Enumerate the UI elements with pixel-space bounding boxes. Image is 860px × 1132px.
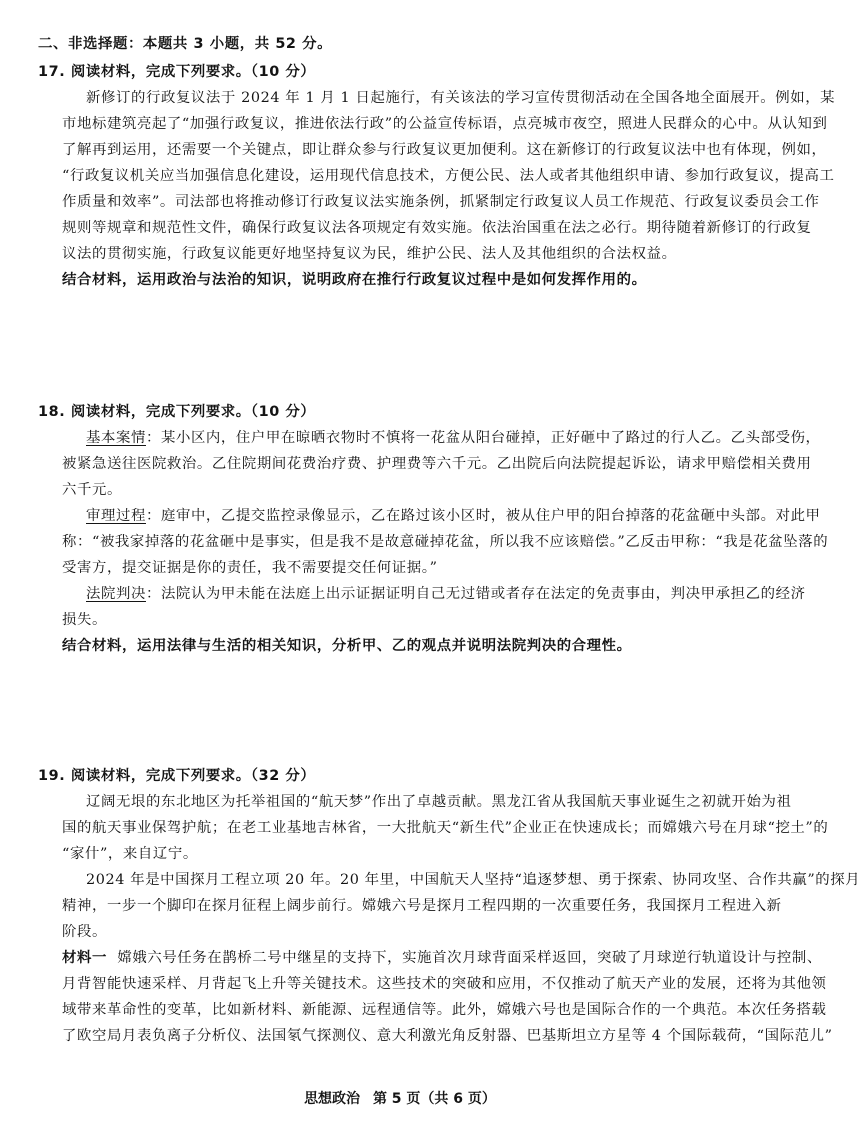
q17-line: 新修订的行政复议法于 2024 年 1 月 1 日起施行，有关该法的学习宣传贯彻活动在全国各地全面展开。例如，某 (86, 90, 836, 106)
section-header: 二、非选择题：本题共 3 小题，共 52 分。 (38, 36, 333, 52)
q17-title: 17. 阅读材料，完成下列要求。（10 分） (38, 64, 316, 80)
q19-line: 阶段。 (62, 924, 107, 940)
q17-question: 结合材料，运用政治与法治的知识，说明政府在推行行政复议过程中是如何发挥作用的。 (62, 272, 647, 288)
verdict-label: 法院判决 (86, 586, 146, 602)
q19-line: “家什”，来自辽宁。 (62, 846, 198, 862)
q18-question: 结合材料，运用法律与生活的相关知识，分析甲、乙的观点并说明法院判决的合理性。 (62, 638, 632, 654)
q19-title: 19. 阅读材料，完成下列要求。（32 分） (38, 768, 316, 784)
q17-line: 议法的贯彻实施，行政复议能更好地坚持复议为民，维护公民、法人及其他组织的合法权益。 (62, 246, 677, 262)
q19-line: 国的航天事业保驾护航；在老工业基地吉林省，一大批航天“新生代”企业正在快速成长；而嫦娥六号在月球“挖土”的 (62, 820, 829, 836)
q18-facts-line: 被紧急送往医院救治。乙住院期间花费治疗费、护理费等六千元。乙出院后向法院提起诉讼，请求甲赔偿相关费用 (62, 456, 812, 472)
footer-page-number: 第 5 页（共 6 页） (372, 1091, 496, 1107)
trial-label: 审理过程 (86, 508, 146, 524)
material-1-label: 材料一 (62, 950, 107, 966)
facts-label: 基本案情 (86, 430, 146, 446)
footer-subject: 思想政治 (304, 1091, 361, 1107)
q19-m1-line: 材料一 嫦娥六号任务在鹊桥二号中继星的支持下，实施首次月球背面采样返回，突破了月球逆行轨道设计与控制、 (62, 950, 822, 966)
q18-facts-line: 基本案情：某小区内，住户甲在晾晒衣物时不慎将一花盆从阳台碰掉，正好砸中了路过的行人乙。乙头部受伤， (86, 430, 821, 446)
q17-line: 市地标建筑亮起了“加强行政复议，推进依法行政”的公益宣传标语，点亮城市夜空，照进人民群众的心中。从认知到 (62, 116, 828, 132)
q18-trial-line: 审理过程：庭审中，乙提交监控录像显示，乙在路过该小区时，被从住户甲的阳台掉落的花盆砸中头部。对此甲 (86, 508, 821, 524)
q19-m1-line: 域带来革命性的变革，比如新材料、新能源、远程通信等。此外，嫦娥六号也是国际合作的一个典范。本次任务搭载 (62, 1002, 827, 1018)
q19-line: 辽阔无垠的东北地区为托举祖国的“航天梦”作出了卓越贡献。黑龙江省从我国航天事业诞生之初就开始为祖 (86, 794, 792, 810)
q18-facts-line: 六千元。 (62, 482, 122, 498)
page-footer (0, 1088, 800, 1108)
q17-line: 作质量和效率”。司法部也将推动修订行政复议法实施条例，抓紧制定行政复议人员工作规范、行政复议委员会工作 (62, 194, 820, 210)
q18-trial-line: 称：“被我家掉落的花盆砸中是事实，但是我不是故意碰掉花盆，所以我不应该赔偿。”乙反击甲称：“我是花盆坠落的 (62, 534, 829, 550)
q19-line: 2024 年是中国探月工程立项 20 年。20 年里，中国航天人坚持“追逐梦想、勇于探索、协同攻坚、合作共赢”的探月 (86, 872, 860, 888)
q19-line: 精神，一步一个脚印在探月征程上阔步前行。嫦娥六号是探月工程四期的一次重要任务，我国探月工程进入新 (62, 898, 782, 914)
q17-line: 了解再到运用，还需要一个关键点，即让群众参与行政复议更加便利。这在新修订的行政复议法中也有体现，例如， (62, 142, 827, 158)
q18-trial-line: 受害方，提交证据是你的责任，我不需要提交任何证据。” (62, 560, 438, 576)
q18-verdict-line: 损失。 (62, 612, 107, 628)
q19-m1-line: 月背智能快速采样、月背起飞上升等关键技术。这些技术的突破和应用，不仅推动了航天产业的发展，还将为其他领 (62, 976, 827, 992)
q18-verdict-line: 法院判决：法院认为甲未能在法庭上出示证据证明自己无过错或者存在法定的免责事由，判决甲承担乙的经济 (86, 586, 806, 602)
q18-title: 18. 阅读材料，完成下列要求。（10 分） (38, 404, 316, 420)
q17-line: 规则等规章和规范性文件，确保行政复议法各项规定有效实施。依法治国重在法之必行。期待随着新修订的行政复 (62, 220, 812, 236)
q17-line: “行政复议机关应当加强信息化建设，运用现代信息技术，方便公民、法人或者其他组织申请、参加行政复议，提高工 (62, 168, 835, 184)
q19-m1-line: 了欧空局月表负离子分析仪、法国氡气探测仪、意大利激光角反射器、巴基斯坦立方星等 4 个国际载荷，“国际范儿” (62, 1028, 833, 1044)
